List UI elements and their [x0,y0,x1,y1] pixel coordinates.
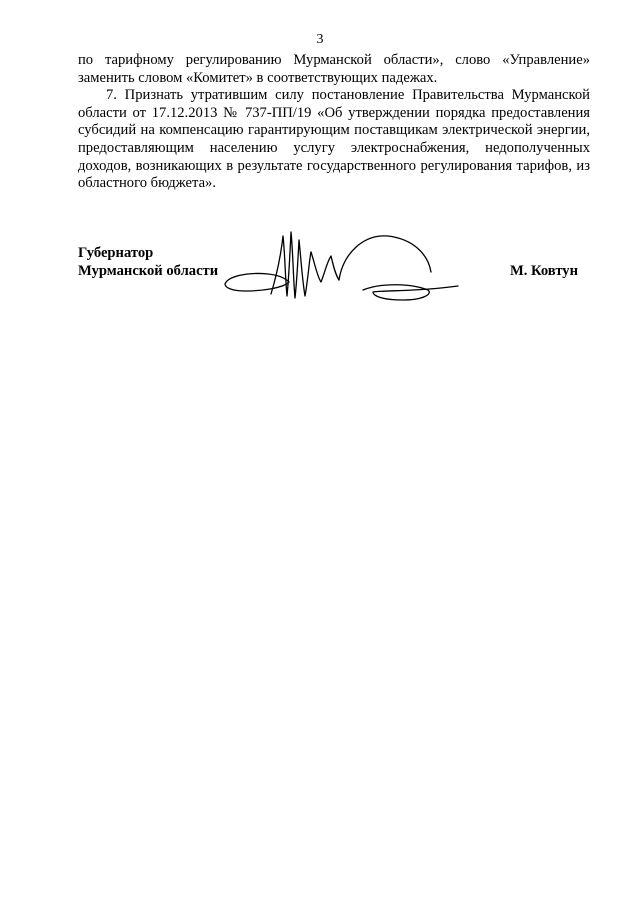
page-number: 3 [316,32,324,47]
paragraph-continued: по тарифному регулированию Мурманской области», слово «Управление» заменить словом «Комитет» в соответствующих падежах. [78,52,590,86]
signatory-name: М. Ковтун [509,263,578,279]
document-body [78,52,590,193]
paragraph-7: 7. Признать утратившим силу постановление Правительства Мурманской области от 17.12.2013 № 737-ПП/19 «Об утверждении порядка предоставления субсидий на компенсацию гарантирующим поставщикам электрической энергии, предоставляющим населению услугу электроснабжения, недополученных доходов, возникающих в результате государственного регулирования тарифов, из областного бюджета». [78,87,590,192]
signatory-title-line2: Мурманской области [78,263,219,279]
signatory-title [78,244,218,280]
handwritten-signature [223,224,473,319]
signature-block [78,244,590,314]
signatory-title-line1: Губернатор [78,245,154,261]
